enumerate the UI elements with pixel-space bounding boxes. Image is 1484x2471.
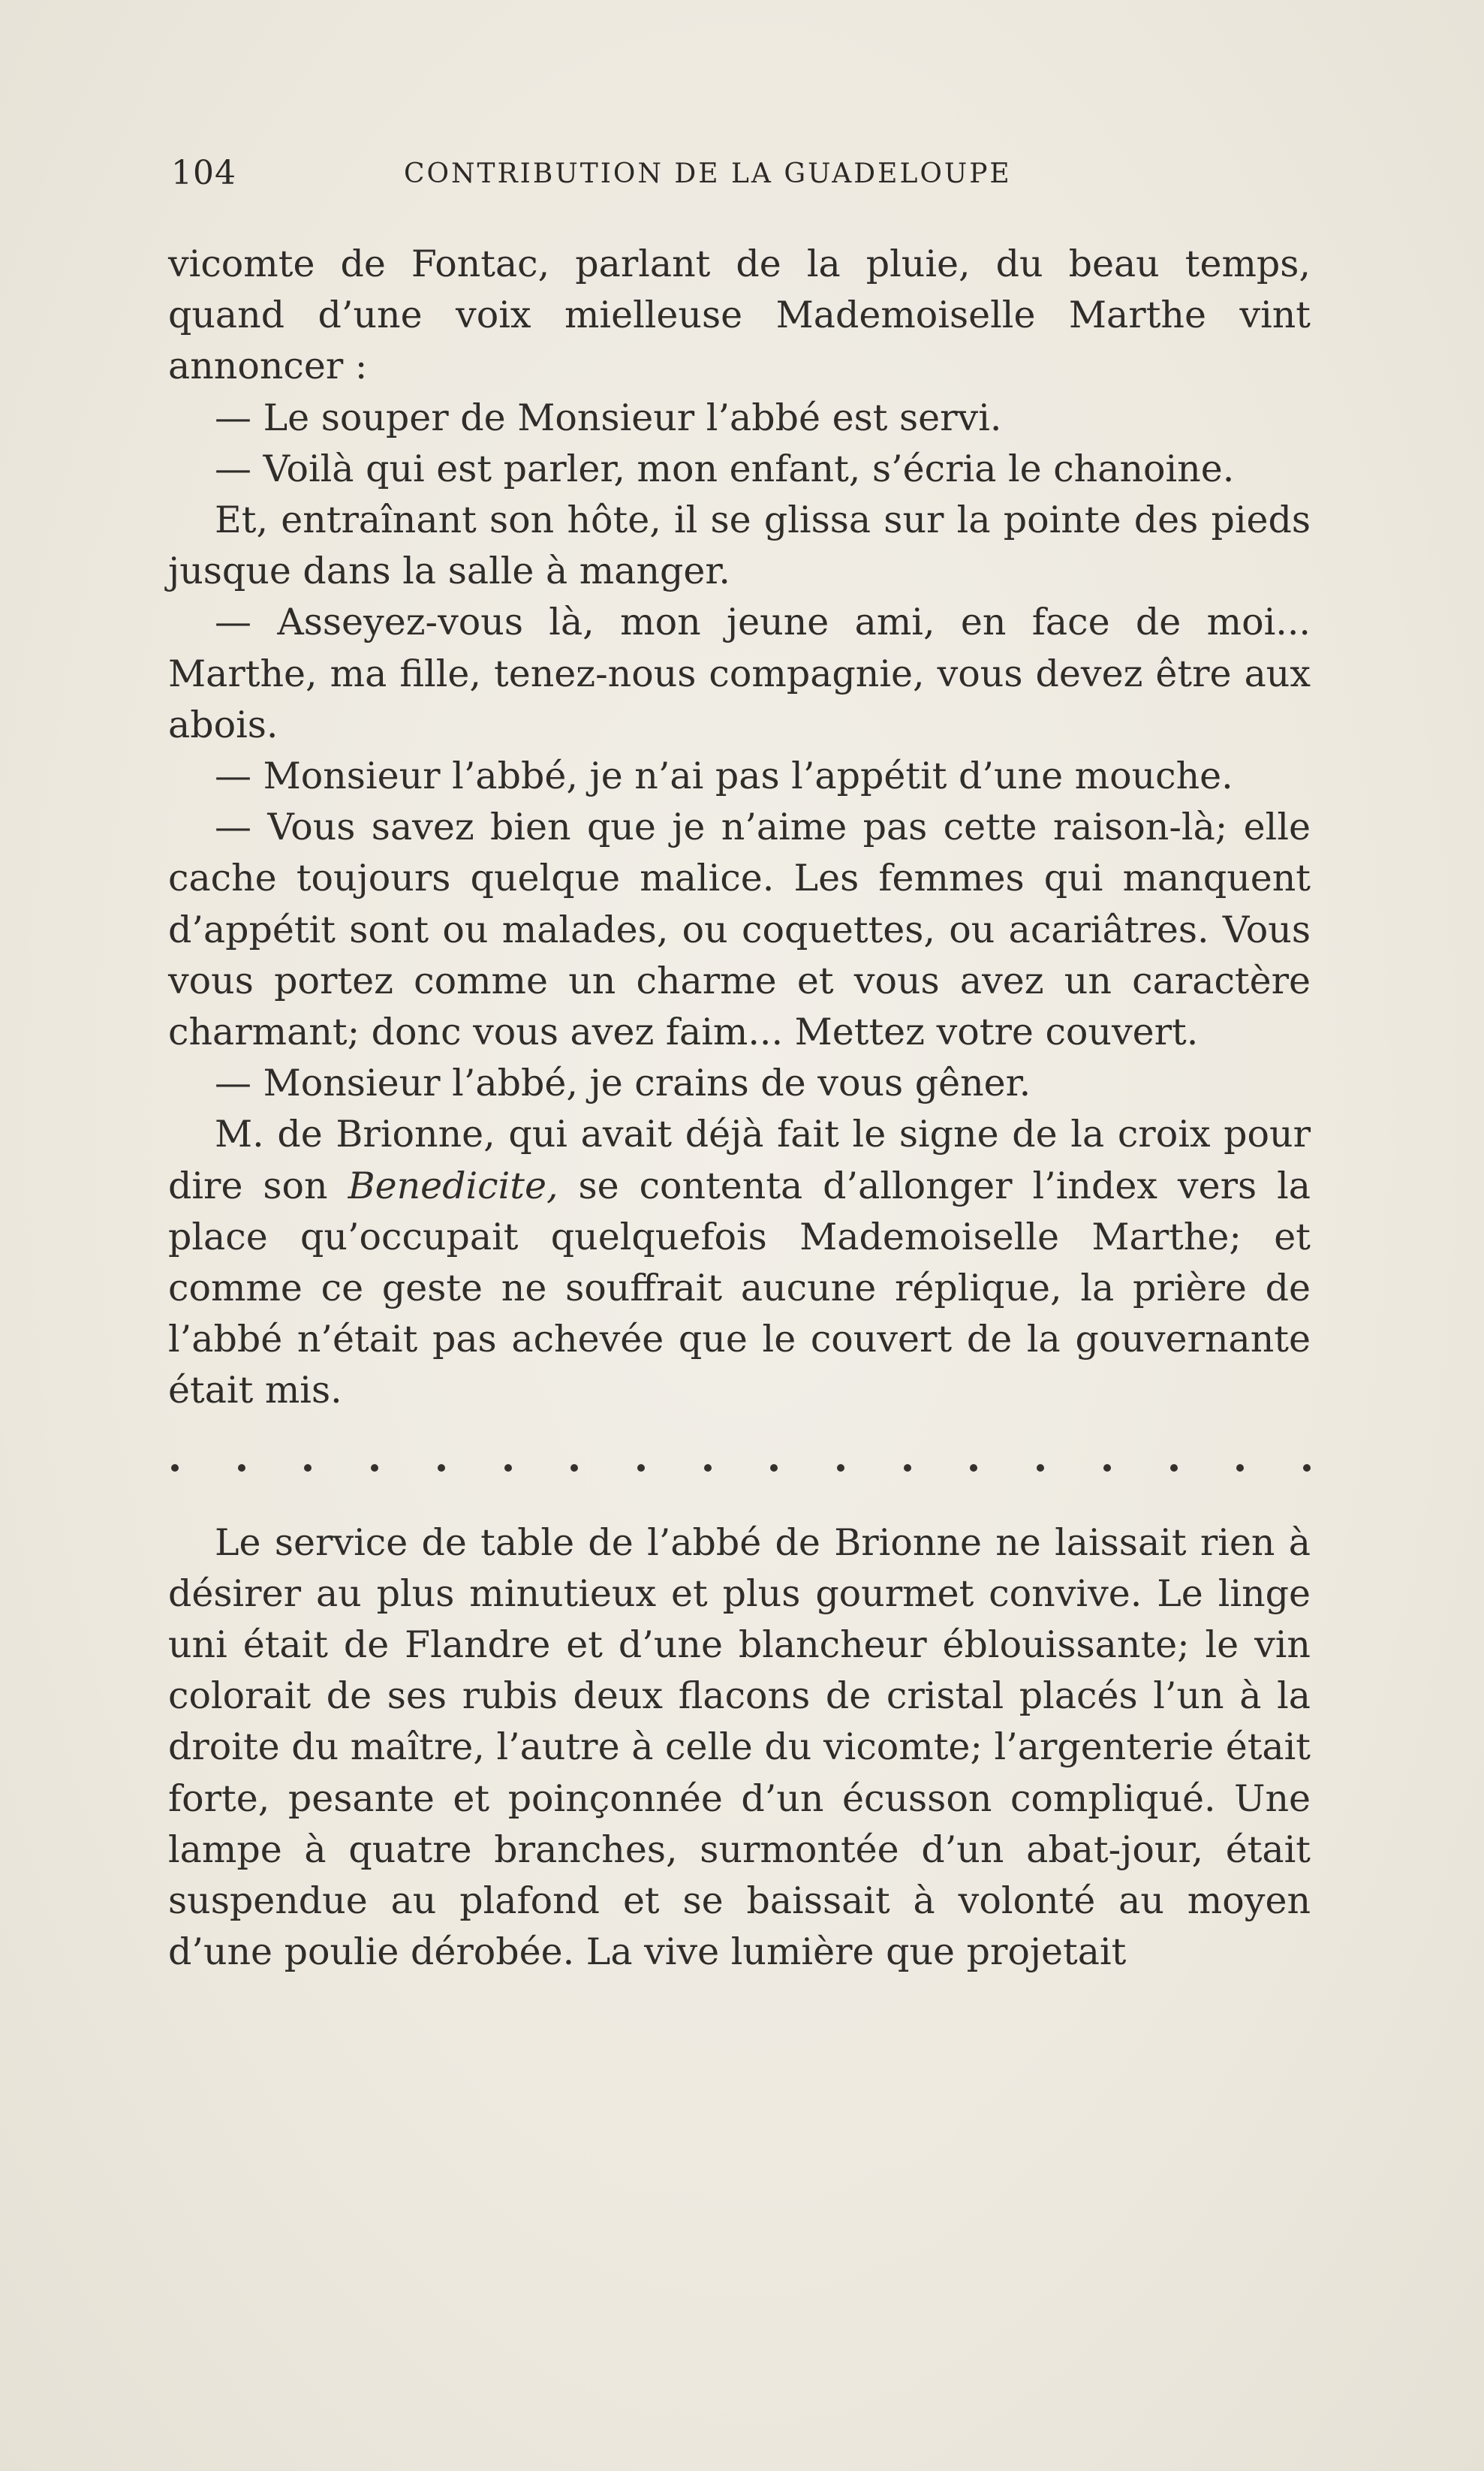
separator-dot (570, 1464, 578, 1472)
separator-dot (904, 1464, 911, 1472)
separator-dot (704, 1464, 712, 1472)
paragraph-benedicite (168, 1109, 1311, 1416)
paragraph-dialogue-gener: — Monsieur l’abbé, je crains de vous gêner. (215, 1062, 1031, 1105)
separator-dot (504, 1464, 512, 1472)
paragraph-dialogue-raison: — Vous savez bien que je n’aime pas cette raison-là; elle cache toujours quelque malice. Les femmes qui manquent d’appétit sont ou malades, ou coquettes, ou acariâtres. Vous vous portez comme un charme et vous avez un caractère charmant; donc vous avez faim... Mettez votre couvert. (168, 806, 1311, 1054)
paragraph-service-de-table: Le service de table de l’abbé de Brionne ne laissait rien à désirer au plus minutieux et plus gourmet convive. Le linge uni était de Flandre et d’une blancheur éblouissante; le vin colorait de ses rubis deux flacons de cristal placés l’un à la droite du maître, l’autre à celle du vicomte; l’argenterie était forte, pesante et poinçonnée d’un écusson compliqué. Une lampe à quatre branches, surmontée d’un abat-jour, était suspendue au plafond et se baissait à volonté au moyen d’une poulie dérobée. La vive lumière que projetait (168, 1520, 1311, 1974)
paragraph-continuation: vicomte de Fontac, parlant de la pluie, du beau temps, quand d’une voix mielleuse Mademoiselle Marthe vint annoncer : (168, 243, 1311, 388)
page-header (171, 154, 1309, 199)
body-text (168, 239, 1311, 1978)
paragraph-dialogue-voila: — Voilà qui est parler, mon enfant, s’écria le chanoine. (215, 447, 1235, 490)
separator-dot (304, 1464, 312, 1472)
separator-dot (1103, 1464, 1111, 1472)
benedicite-before: M. de Brionne, qui avait déjà fait le signe de la croix pour dire son (168, 1113, 1311, 1207)
running-head: CONTRIBUTION DE LA GUADELOUPE (404, 158, 1012, 189)
section-separator (168, 1442, 1311, 1493)
separator-dot (770, 1464, 778, 1472)
benedicite-italic: Benedicite, (348, 1164, 558, 1207)
paragraph-dialogue-souper: — Le souper de Monsieur l’abbé est servi. (215, 396, 1002, 439)
separator-dot (637, 1464, 645, 1472)
section-gap (168, 1493, 1311, 1517)
separator-dot (371, 1464, 378, 1472)
paragraph-narration-entrainant: Et, entraînant son hôte, il se glissa sur la pointe des pieds jusque dans la salle à manger. (168, 499, 1311, 593)
separator-dot (1236, 1464, 1244, 1472)
separator-dot (837, 1464, 844, 1472)
benedicite-after: se contenta d’allonger l’index vers la place qu’occupait quelquefois Mademoiselle Marthe; et comme ce geste ne souffrait aucune réplique, la prière de l’abbé n’était pas achevée que le couvert de la gouvernante était mis. (168, 1164, 1311, 1412)
paragraph-dialogue-mouche: — Monsieur l’abbé, je n’ai pas l’appétit d’une mouche. (215, 755, 1233, 798)
paragraph-dialogue-asseyez: — Asseyez-vous là, mon jeune ami, en face de moi... Marthe, ma fille, tenez-nous compagnie, vous devez être aux abois. (168, 601, 1311, 746)
separator-dot (970, 1464, 977, 1472)
separator-dot (171, 1464, 179, 1472)
separator-dot (1303, 1464, 1311, 1472)
separator-dot (1170, 1464, 1178, 1472)
separator-dot (238, 1464, 245, 1472)
separator-dot (1037, 1464, 1044, 1472)
separator-dot (438, 1464, 445, 1472)
page-number: 104 (171, 154, 236, 192)
